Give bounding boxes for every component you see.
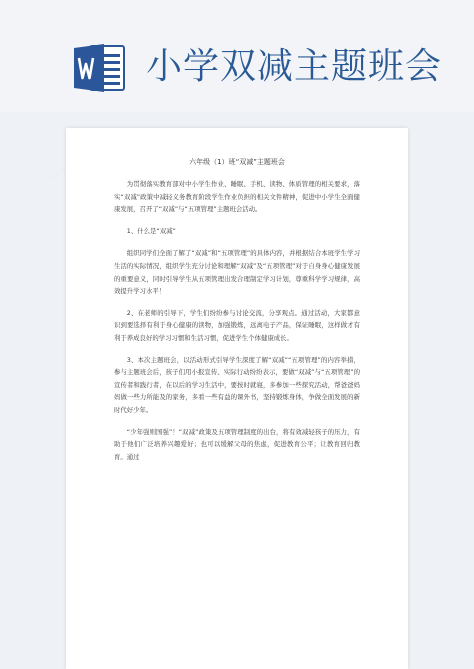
paragraph-4: “少年强则国强”！“双减”政策及五项管理制度的出台，将有效减轻孩子的压力，有助于他们广泛培养兴趣爱好；也可以缓解父母的焦虑，促进教育公平；让教育回归教育。通过: [114, 427, 360, 461]
word-icon: [72, 42, 126, 94]
document-header: [0, 0, 474, 112]
page-content: [114, 156, 360, 472]
document-page: [44, 128, 408, 669]
page-title: 六年级（1）班“双减”主题班会: [189, 158, 285, 166]
document-title: 小学双减主题班会: [146, 46, 443, 87]
paragraph-heading-1: 1、什么是“双减”: [126, 226, 176, 235]
paragraph-2: 2、在老师的引导下，学生们纷纷参与讨论交流，分享观点。通过活动，大家都意识到要选择有利于身心健康的读物，加强锻炼，远离电子产品，保证睡眠，这样做才有利于养成良好的学习习惯和生活习惯，促进学生个体健康成长。: [114, 308, 360, 342]
paragraph-intro: 为贯彻落实教育部对中小学生作业、睡眠、手机、读物、体质管理的相关要求，落实“双减”政策中减轻义务教育阶段学生作业负担的相关文件精神，促进中小学生全面健康发展，召开了“双减”与“五项管理”主题班会活动。: [114, 180, 360, 214]
paragraph-3: 3、本次主题班会，以活动形式引导学生深度了解“双减”“五项管理”的内容举措，参与主题班会后，孩子们用小报宣传、实际行动纷纷表示，要做“双减”与“五项管理”的宣传者和践行者，在以后的学习生活中，要按时就寝，多参加一些探究活动，帮爸爸妈妈做一些力所能及的家务，多看一些有益的课外书，坚持锻炼身体，争做全面发展的新时代好少年。: [114, 355, 360, 414]
paragraph-1: 组织同学们全面了解了“双减”和“五项管理”的具体内容，并根据结合本班学生学习生活的实际情况，组织学生充分讨论和理解“双减”及“五项管理”对于自身身心健康发展的重要意义，同时引导学生从五项管理出发合理制定学习计划，尊重科学学习规律，高效提升学习水平！: [114, 249, 360, 296]
watermark: .......: [44, 163, 68, 183]
